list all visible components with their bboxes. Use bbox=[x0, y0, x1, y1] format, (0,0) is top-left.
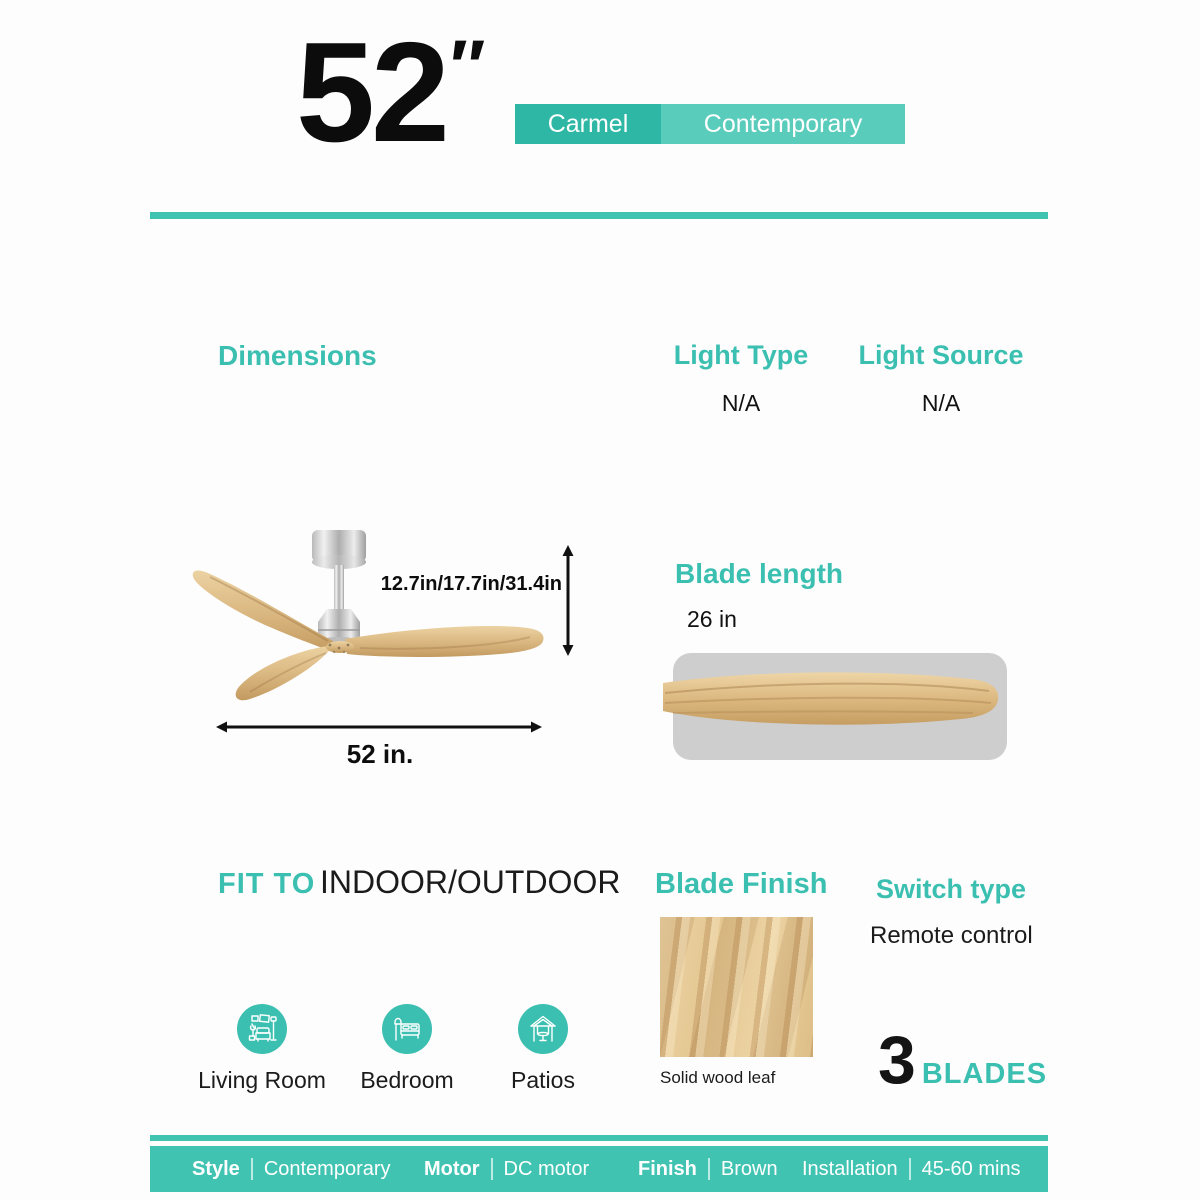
room-bedroom bbox=[332, 1004, 482, 1094]
blade-count-number: 3 bbox=[878, 1022, 916, 1098]
light-source-title: Light Source bbox=[858, 340, 1024, 370]
footer-motor-value: DC motor bbox=[503, 1157, 590, 1180]
inch-mark: ″ bbox=[446, 25, 482, 108]
patio-icon bbox=[518, 1004, 568, 1054]
footer-spec-bar bbox=[150, 1146, 1048, 1192]
dimensions-title: Dimensions bbox=[218, 340, 377, 371]
fan-diagram bbox=[170, 525, 590, 777]
fan-width-dimension: 52 in. bbox=[346, 739, 414, 769]
switch-type-value: Remote control bbox=[870, 922, 1033, 949]
series-style: Contemporary bbox=[661, 104, 905, 144]
footer-finish-value: Brown bbox=[720, 1157, 778, 1180]
living-room-icon bbox=[237, 1004, 287, 1054]
light-type-title: Light Type bbox=[673, 340, 809, 370]
blade-count-word: BLADES bbox=[921, 1058, 1048, 1090]
footer-separator bbox=[708, 1158, 710, 1180]
room-label: Patios bbox=[511, 1067, 575, 1093]
wood-swatch bbox=[660, 917, 813, 1057]
footer-installation bbox=[802, 1146, 1021, 1192]
footer-installation-value: 45-60 mins bbox=[921, 1157, 1021, 1180]
fit-to-label: FIT TO bbox=[218, 868, 316, 900]
blade-finish-caption: Solid wood leaf bbox=[660, 1068, 776, 1087]
switch-type-title: Switch type bbox=[876, 874, 1027, 904]
room-living-room bbox=[187, 1004, 337, 1094]
footer-separator bbox=[251, 1158, 253, 1180]
series-badge bbox=[515, 104, 905, 144]
fan-blade-left bbox=[193, 571, 336, 653]
blade-finish-title: Blade Finish bbox=[655, 868, 828, 900]
light-source-value: N/A bbox=[921, 390, 961, 416]
footer-finish bbox=[638, 1146, 778, 1192]
blade-length-title: Blade length bbox=[675, 558, 844, 589]
series-name: Carmel bbox=[515, 104, 661, 144]
room-patios bbox=[468, 1004, 618, 1094]
footer-style bbox=[192, 1146, 391, 1192]
footer-finish-label: Finish bbox=[638, 1157, 697, 1180]
footer-motor-label: Motor bbox=[424, 1157, 480, 1180]
footer-motor bbox=[424, 1146, 589, 1192]
top-divider bbox=[150, 212, 1048, 219]
room-label: Bedroom bbox=[360, 1067, 454, 1093]
blade-image bbox=[673, 653, 1007, 760]
footer-installation-label: Installation bbox=[802, 1157, 898, 1180]
fit-to-value: INDOOR/OUTDOOR bbox=[320, 864, 621, 900]
room-label: Living Room bbox=[198, 1067, 326, 1093]
light-type-value: N/A bbox=[721, 390, 761, 416]
bedroom-icon bbox=[382, 1004, 432, 1054]
footer-style-value: Contemporary bbox=[263, 1157, 391, 1180]
light-source-block bbox=[848, 340, 1034, 417]
footer-accent-line bbox=[150, 1135, 1048, 1141]
footer-separator bbox=[491, 1158, 493, 1180]
footer-separator bbox=[909, 1158, 911, 1180]
blade-count bbox=[878, 1022, 1048, 1098]
blade-length-value: 26 in bbox=[687, 606, 737, 632]
footer-style-label: Style bbox=[192, 1157, 240, 1180]
fan-size-value: 52 bbox=[296, 13, 446, 172]
fan-height-dimension: 12.7in/17.7in/31.4in bbox=[380, 573, 562, 595]
fan-downrod bbox=[334, 565, 344, 611]
light-type-block bbox=[655, 340, 827, 417]
